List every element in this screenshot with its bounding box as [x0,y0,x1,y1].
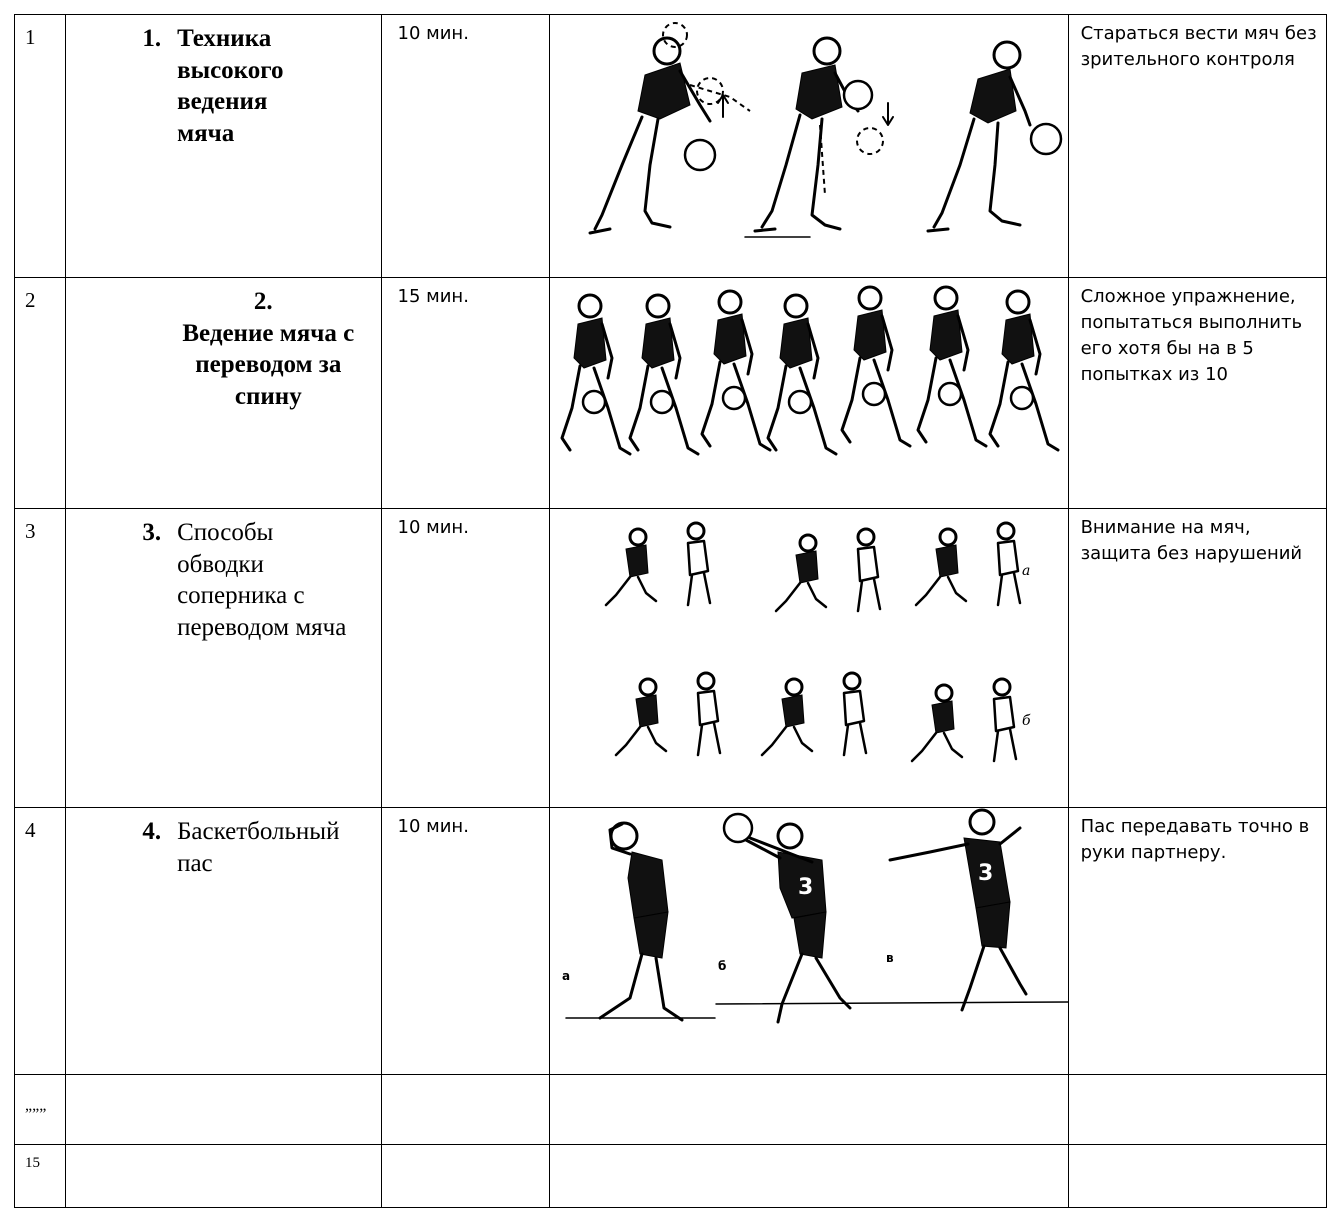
training-plan-table [14,14,1327,1208]
row-number: 1 [15,15,66,278]
exercise-illustration [549,808,1068,1075]
table-row [15,278,1327,509]
exercise-title [66,15,381,278]
exercise-name: Способы обводки соперника с переводом мяча [177,519,347,641]
exercise-illustration [549,15,1068,278]
empty-cell [1068,1075,1326,1145]
exercise-name: Ведение мяча с переводом за спину [182,319,355,410]
empty-cell [66,1075,381,1145]
coach-note: Сложное упражнение, попытаться выполнить его хотя бы на в 5 попытках из 10 [1068,278,1326,509]
exercise-number: 1. [142,25,162,52]
duration: 10 мин. [381,509,549,808]
player-figure [886,810,1026,1010]
player-figure [562,295,630,454]
empty-cell [66,1145,381,1208]
behind-back-dribble-illustration [550,278,1068,508]
exercise-title [66,808,381,1075]
empty-cell [549,1145,1068,1208]
duration: 15 мин. [381,278,549,509]
figure-label-c: в [885,951,894,965]
exercise-illustration [549,278,1068,509]
basketball-pass-illustration [550,808,1068,1074]
figure-label-a: а [561,969,570,983]
player-figure [590,23,750,233]
empty-cell [381,1145,549,1208]
table-row [15,808,1327,1075]
table-row [15,1075,1327,1145]
figure-label-b: б [1021,713,1031,729]
row-number: 15 [15,1145,66,1208]
row-number: 4 [15,808,66,1075]
empty-cell [549,1075,1068,1145]
exercise-title [66,278,381,509]
row-number: 2 [15,278,66,509]
player-figure [745,38,893,237]
empty-cell [381,1075,549,1145]
figure-label-b: б [717,959,727,973]
row-number: 3 [15,509,66,808]
dribble-past-opponent-illustration [550,509,1068,807]
coach-note: Внимание на мяч, защита без нарушений [1068,509,1326,808]
high-dribble-illustration [550,15,1068,277]
jersey-number: 3 [797,875,814,900]
exercise-name: Баскетбольный пас [177,818,340,877]
empty-cell [1068,1145,1326,1208]
player-figure [562,823,682,1020]
exercise-number: 2. [253,288,273,315]
exercise-number: 3. [142,519,162,546]
row-number: „„„ [15,1075,66,1145]
coach-note: Стараться вести мяч без зрительного контроля [1068,15,1326,278]
figure-label-a: а [1021,563,1031,579]
table-row [15,15,1327,278]
player-pair [606,523,710,605]
exercise-title [66,509,381,808]
duration: 10 мин. [381,15,549,278]
jersey-number: 3 [977,861,994,886]
coach-note: Пас передавать точно в руки партнеру. [1068,808,1326,1075]
duration: 10 мин. [381,808,549,1075]
table-row [15,509,1327,808]
table-row [15,1145,1327,1208]
exercise-illustration [549,509,1068,808]
player-figure [928,42,1061,231]
exercise-name: Техника высокого ведения мяча [177,25,284,147]
player-figure [718,814,850,1022]
exercise-number: 4. [142,818,162,845]
